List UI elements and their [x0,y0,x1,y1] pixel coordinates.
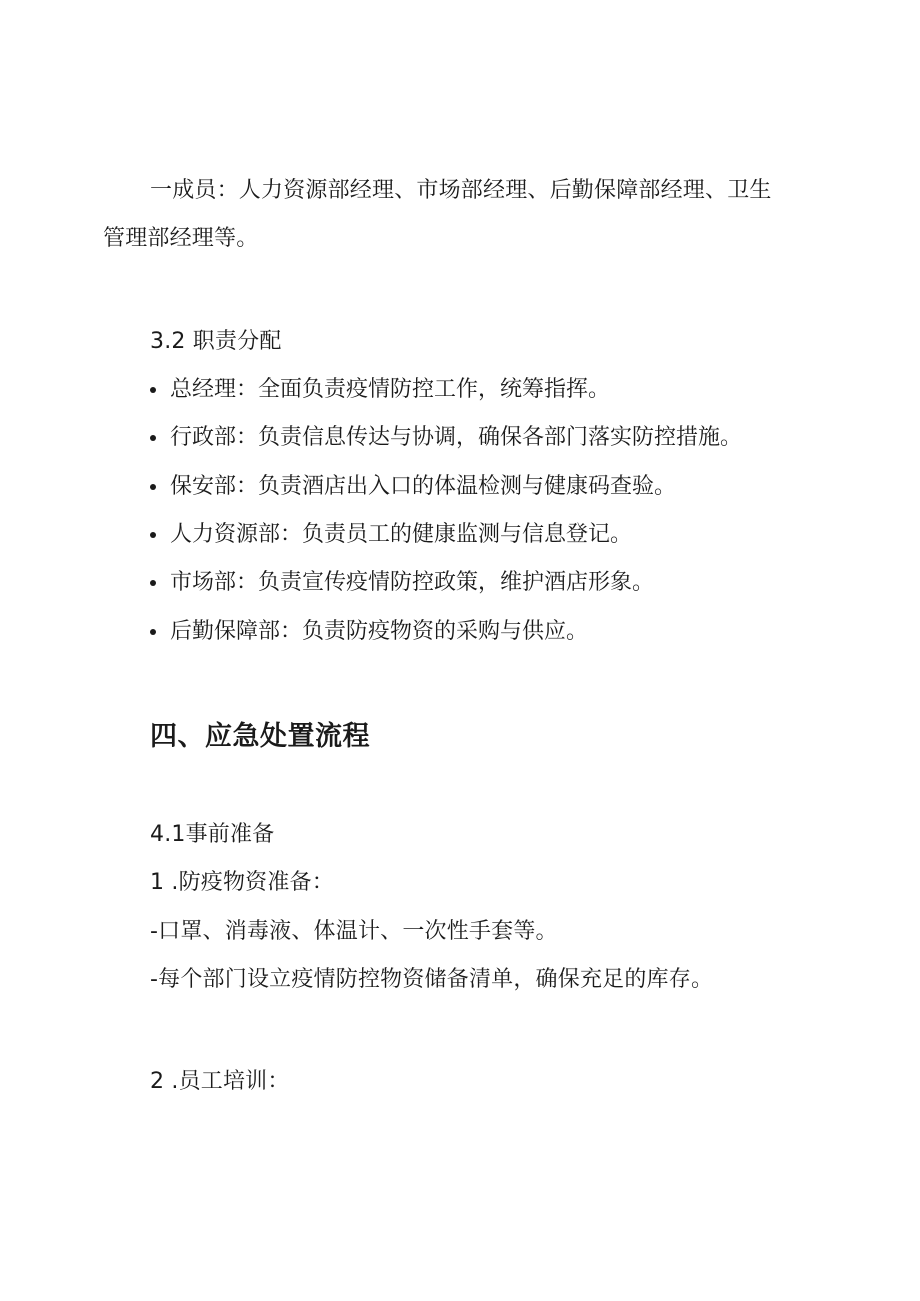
list-item-text: 总经理：全面负责疫情防控工作，统筹指挥。 [170,377,611,402]
bullet-icon [150,435,156,441]
list-item [150,423,742,453]
list-item-text: 行政部：负责信息传达与协调，确保各部门落实防控措施。 [170,425,743,450]
list-item [150,472,676,502]
step-2-title: 2 .员工培训： [150,1069,290,1094]
list-item-text: 市场部：负责宣传疫情防控政策，维护酒店形象。 [170,570,655,595]
list-item [150,375,610,405]
bullet-icon [150,580,156,586]
section-4-heading: 四、应急处置流程 [150,721,370,752]
section-3-2-title: 3.2 职责分配 [150,329,282,354]
bullet-icon [150,484,156,490]
list-item-text: 保安部：负责酒店出入口的体温检测与健康码查验。 [170,474,677,499]
members-line-1: 一成员：人力资源部经理、市场部经理、后勤保障部经理、卫生 [150,178,772,203]
list-item [150,520,632,550]
bullet-icon [150,629,156,635]
list-item-text: 人力资源部：负责员工的健康监测与信息登记。 [170,522,633,547]
section-4-1-title: 4.1事前准备 [150,822,275,847]
list-item [150,568,654,598]
step-1-title: 1 .防疫物资准备： [150,870,334,895]
list-item-text: 后勤保障部：负责防疫物资的采购与供应。 [170,619,589,644]
members-line-2: 管理部经理等。 [103,226,259,251]
bullet-icon [150,387,156,393]
step-1-item: -每个部门设立疫情防控物资储备清单，确保充足的库存。 [150,967,714,992]
bullet-icon [150,532,156,538]
list-item [150,617,588,647]
step-1-item: -口罩、消毒液、体温计、一次性手套等。 [150,919,558,944]
